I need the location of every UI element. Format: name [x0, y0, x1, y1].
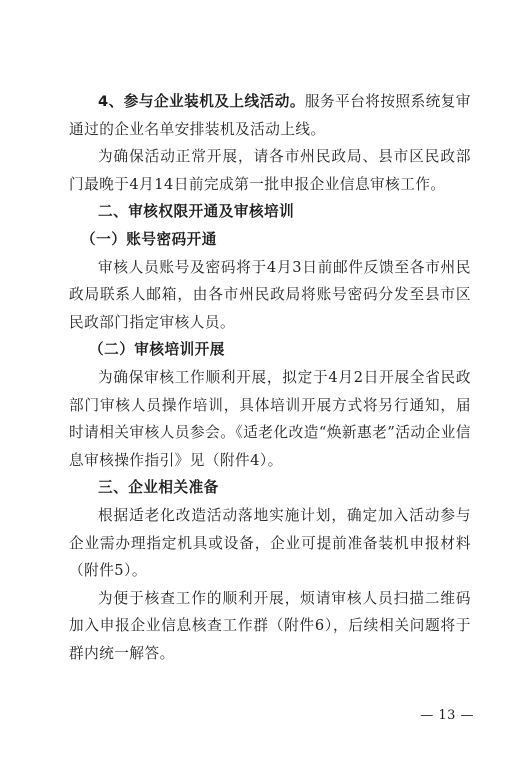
- subsection-account-heading: （一）账号密码开通: [81, 230, 217, 248]
- paragraph-deadline: 为确保活动正常开展，请各市州民政局、县市区民政部门最晚于4月14日前完成第一批申报企业信息审核工作。: [69, 148, 471, 193]
- paragraph-installation-text: 服务平台将按照系统复审通过的企业名单安排装机及活动上线。: [69, 93, 471, 138]
- subsection-account-text: 审核人员账号及密码将于4月3日前邮件反馈至各市州民政局联系人邮箱，由各市州民政局将账号密码分发至县市区民政部门指定审核人员。: [69, 258, 471, 331]
- paragraph-installation-heading: 4、参与企业装机及上线活动。: [98, 93, 305, 110]
- document-body: [69, 88, 471, 667]
- page-number: — 13 —: [420, 708, 474, 723]
- section-three-paragraph-2: 为便于核查工作的顺利开展，烦请审核人员扫描二维码加入申报企业信息核查工作群（附件6），后续相关问题将于群内统一解答。: [69, 589, 471, 662]
- subsection-training-text: 为确保审核工作顺利开展，拟定于4月2日开展全省民政部门审核人员操作培训，具体培训开展方式将另行通知，届时请相关审核人员参会。《适老化改造“焕新惠老”活动企业信息审核操作指引》见（附件4）。: [69, 368, 471, 469]
- section-three-heading: 三、企业相关准备: [98, 479, 219, 497]
- section-three-paragraph-1: 根据适老化改造活动落地实施计划，确定加入活动参与企业需办理指定机具或设备，企业可提前准备装机申报材料（附件5）。: [69, 506, 471, 580]
- section-two-heading: 二、审核权限开通及审核培训: [98, 203, 295, 221]
- subsection-training-heading: （二）审核培训开展: [89, 341, 225, 359]
- paragraph-installation: [69, 88, 471, 143]
